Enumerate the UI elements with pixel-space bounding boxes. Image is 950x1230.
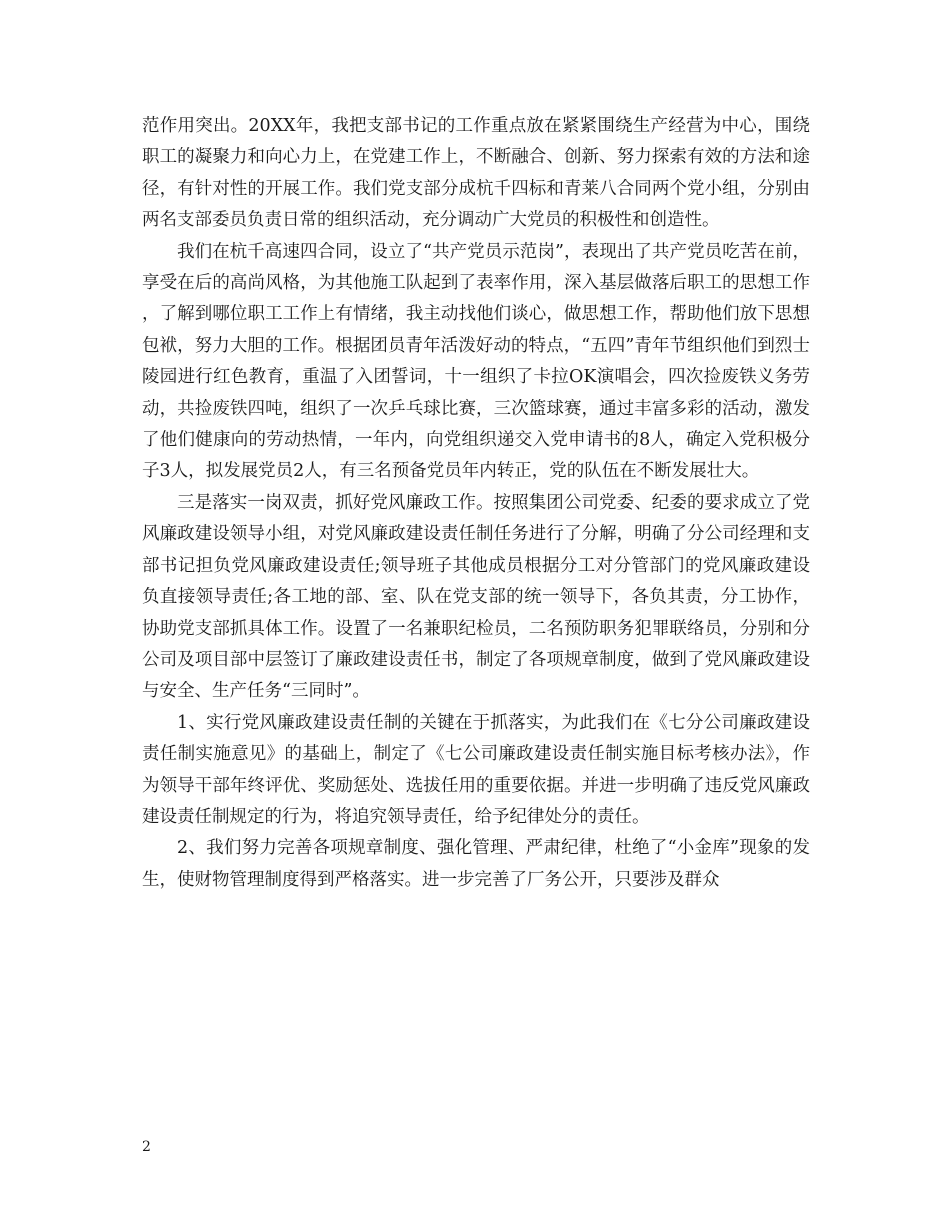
paragraph-2: 我们在杭千高速四合同，设立了“共产党员示范岗”，表现出了共产党员吃苦在前，享受在后的高尚风格，为其他施工队起到了表率作用，深入基层做落后职工的思想工作，了解到哪位职工工作上有情绪，我主动找他们谈心，做思想工作，帮助他们放下思想包袱，努力大胆的工作。根据团员青年活泼好动的特点，“五四”青年节组织他们到烈士陵园进行红色教育，重温了入团誓词，十一组织了卡拉OK演唱会，四次捡废铁义务劳动，共捡废铁四吨，组织了一次乒乓球比赛，三次篮球赛，通过丰富多彩的活动，激发了他们健康向的劳动热情，一年内，向党组织递交入党申请书的8人，确定入党积极分子3人，拟发展党员2人，有三名预备党员年内转正，党的队伍在不断发展壮大。 <box>142 241 810 482</box>
document-body <box>142 111 810 896</box>
paragraph-3: 三是落实一岗双责，抓好党风廉政工作。按照集团公司党委、纪委的要求成立了党风廉政建设领导小组，对党风廉政建设责任制任务进行了分解，明确了分公司经理和支部书记担负党风廉政建设责任;领导班子其他成员根据分工对分管部门的党风廉政建设负直接领导责任;各工地的部、室、队在党支部的统一领导下，各负其责，分工协作，协助党支部抓具体工作。设置了一名兼职纪检员，二名预防职务犯罪联络员，分别和分公司及项目部中层签订了廉政建设责任书，制定了各项规章制度，做到了党风廉政建设与安全、生产任务“三同时”。 <box>142 492 810 702</box>
paragraph-4: 1、实行党风廉政建设责任制的关键在于抓落实，为此我们在《七分公司廉政建设责任制实施意见》的基础上，制定了《七公司廉政建设责任制实施目标考核办法》，作为领导干部年终评优、奖励惩处、选拔任用的重要依据。并进一步明确了违反党风廉政建设责任制规定的行为，将追究领导责任，给予纪律处分的责任。 <box>142 712 810 827</box>
paragraph-5: 2、我们努力完善各项规章制度、强化管理、严肃纪律，杜绝了“小金库”现象的发生，使财物管理制度得到严格落实。进一步完善了厂务公开，只要涉及群众 <box>142 838 810 890</box>
page-number: 2 <box>142 1139 151 1155</box>
paragraph-1: 范作用突出。20XX年，我把支部书记的工作重点放在紧紧围绕生产经营为中心，围绕职工的凝聚力和向心力上，在党建工作上，不断融合、创新、努力探索有效的方法和途径，有针对性的开展工作。我们党支部分成杭千四标和青莱八合同两个党小组，分别由两名支部委员负责日常的组织活动，充分调动广大党员的积极性和创造性。 <box>142 116 810 231</box>
